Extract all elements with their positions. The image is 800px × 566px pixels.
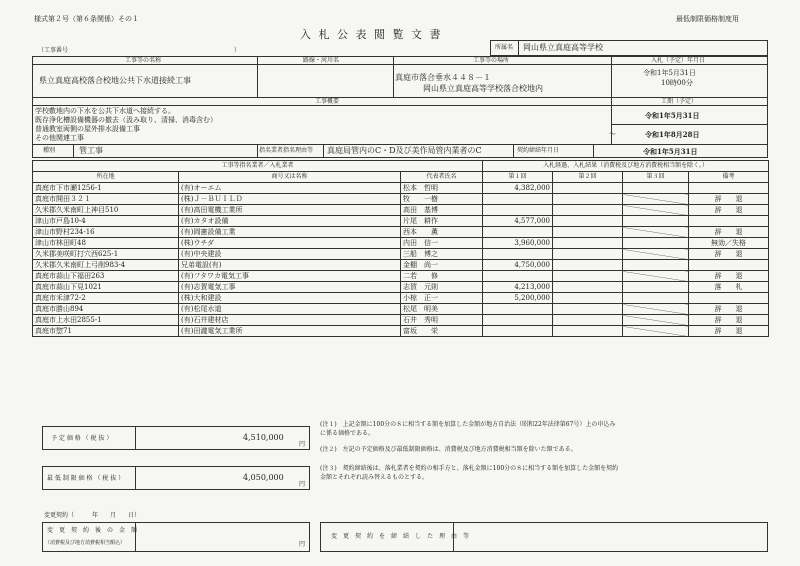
table-row <box>33 304 769 315</box>
cell-note <box>689 293 769 304</box>
overview-label: 工事概要 <box>315 98 340 105</box>
cell-round3 <box>623 326 689 337</box>
cell-address: 久米郡美咲町打穴西625-1 <box>33 249 179 260</box>
cell-round3 <box>623 249 689 260</box>
cell-note: 辞 退 <box>689 227 769 238</box>
cell-company: (有)田瀧電気工業所 <box>179 326 401 337</box>
cell-round1: 4,382,000 <box>483 183 553 194</box>
cell-address: 真庭市上水田2855-1 <box>33 315 179 326</box>
cell-round1 <box>483 271 553 282</box>
cell-round3 <box>623 304 689 315</box>
form-number: 様式第２号（第６条関係）その１ <box>34 15 139 23</box>
cell-rep: 二若 修 <box>401 271 483 282</box>
cell-address: 津山市戸島10-4 <box>33 216 179 227</box>
planned-price-label: 予 定 価 格 （ 税 抜 ） <box>51 435 113 442</box>
period-to: 令和1年8月28日 <box>645 130 700 139</box>
cell-company: (有)岡憲設備工業 <box>179 227 401 238</box>
cell-note <box>689 260 769 271</box>
cell-round1: 4,750,000 <box>483 260 553 271</box>
cell-rep: 志賀 元則 <box>401 282 483 293</box>
period-tilde: ～ <box>609 130 616 138</box>
cell-round3 <box>623 293 689 304</box>
cell-round2 <box>553 260 623 271</box>
contract-date-label: 契約締結年月日 <box>517 147 560 154</box>
period-label: 工期（予定） <box>661 98 698 105</box>
cell-round1: 4,213,000 <box>483 282 553 293</box>
cell-round1 <box>483 315 553 326</box>
bid-date: 令和1年5月31日 <box>643 69 696 77</box>
bid-time: 10時00分 <box>661 79 693 87</box>
min-price-box <box>42 466 310 490</box>
cell-round2 <box>553 271 623 282</box>
overview-line-3: 普通教室両側の屋外排水設備工事 <box>35 125 140 133</box>
min-price-label: 最 低 制 限 価 格 （ 税 抜 ） <box>47 475 125 482</box>
col-note: 備考 <box>689 172 769 183</box>
cell-round1: 3,960,000 <box>483 238 553 249</box>
overview-block <box>32 97 768 145</box>
cell-company: (有)高田電機工業所 <box>179 205 401 216</box>
cell-note: 無効／失格 <box>689 238 769 249</box>
bidders-group-header: 工事等指名業者／入札業者 <box>33 161 483 172</box>
cell-company: (有)フタワカ電気工事 <box>179 271 401 282</box>
cell-address: 津山市野村234-16 <box>33 227 179 238</box>
cell-round1 <box>483 227 553 238</box>
change-amount-yen: 円 <box>299 541 306 548</box>
cell-company: (有)オーエム <box>179 183 401 194</box>
planned-price-yen: 円 <box>299 441 306 448</box>
cell-rep: 片尾 耕作 <box>401 216 483 227</box>
cell-round2 <box>553 304 623 315</box>
document-title: 入 札 公 表 閲 覧 文 書 <box>300 28 443 41</box>
cell-company: (有)松尾水道 <box>179 304 401 315</box>
cell-note: 辞 退 <box>689 315 769 326</box>
col-round2: 第２回 <box>553 172 623 183</box>
change-reason-box <box>320 522 768 552</box>
bidders-table-wrap <box>32 160 769 337</box>
kind-value: 管工事 <box>79 146 103 155</box>
cell-note: 落 札 <box>689 282 769 293</box>
cell-round2 <box>553 282 623 293</box>
cell-round2 <box>553 315 623 326</box>
cell-round2 <box>553 249 623 260</box>
construction-no-label: （工事番号 <box>38 47 69 54</box>
cell-company: (有)志賀電気工事 <box>179 282 401 293</box>
cell-company: (株)Ｊ－ＢＵＩＬＤ <box>179 194 401 205</box>
cell-note <box>689 183 769 194</box>
col-rep: 代表者氏名 <box>401 172 483 183</box>
cell-round3 <box>623 238 689 249</box>
change-contract-label: 変更契約（ 年 月 日） <box>44 512 141 519</box>
table-row <box>33 216 769 227</box>
cell-rep: 三船 博之 <box>401 249 483 260</box>
cell-round3 <box>623 260 689 271</box>
cell-rep: 牧 一樹 <box>401 194 483 205</box>
cell-note: 辞 退 <box>689 326 769 337</box>
change-amount-box <box>42 522 310 552</box>
col-round1: 第１回 <box>483 172 553 183</box>
cell-round1 <box>483 326 553 337</box>
office-box <box>490 40 768 56</box>
name-block <box>32 56 768 98</box>
cell-note: 辞 退 <box>689 205 769 216</box>
cell-rep: 松尾 明美 <box>401 304 483 315</box>
cell-round2 <box>553 183 623 194</box>
cell-round2 <box>553 205 623 216</box>
change-reason-label: 変 更 契 約 を 締 結 し た 理 由 等 <box>331 533 470 540</box>
overview-line-4: その他関連工事 <box>35 134 84 142</box>
cell-address: 津山市林田町48 <box>33 238 179 249</box>
cell-round3 <box>623 183 689 194</box>
col-company: 商号又は名称 <box>179 172 401 183</box>
col-round3: 第３回 <box>623 172 689 183</box>
cell-company: (有)中央建設 <box>179 249 401 260</box>
place-line-2: 岡山県立真庭高等学校落合校地内 <box>423 84 543 93</box>
table-row <box>33 282 769 293</box>
bid-date-label: 入札（予定）年月日 <box>651 57 706 64</box>
cell-rep: 松本 哲明 <box>401 183 483 194</box>
overview-line-2: 既存浄化槽設備機器の撤去（汲み取り、清掃、消毒含む） <box>35 116 217 124</box>
table-row <box>33 326 769 337</box>
table-row <box>33 183 769 194</box>
contract-date: 令和1年5月31日 <box>643 147 698 156</box>
table-row <box>33 315 769 326</box>
table-row <box>33 227 769 238</box>
cell-round1 <box>483 304 553 315</box>
note-3: (注３) 契約締結後は、落札業者を契約の相手方と、落札金額に100分の８に相当する額を加算した金額を契約金額とそれぞれ読み替えるものとする。 <box>320 465 619 481</box>
cell-round1: 4,577,000 <box>483 216 553 227</box>
col-address: 所在地 <box>33 172 179 183</box>
cell-rep: 小椋 正一 <box>401 293 483 304</box>
cell-round2 <box>553 194 623 205</box>
office-label: 所属名 <box>495 44 514 51</box>
note-1: (注１) 上記金額に100分の８に相当する額を加算した金額が地方自治法（昭和22年法律第67号）上の申込みに係る価格である。 <box>320 421 616 437</box>
cell-round3 <box>623 216 689 227</box>
cell-address: 久米郡久米南町上弓削983-4 <box>33 260 179 271</box>
cell-company: (株)ウチダ <box>179 238 401 249</box>
change-amount-label: 変 更 契 約 後 の 金 額 <box>47 527 138 534</box>
cell-rep: 金棚 尚一 <box>401 260 483 271</box>
overview-line-1: 学校敷地内の下水を公共下水道へ接続する。 <box>35 107 175 115</box>
table-row <box>33 260 769 271</box>
cell-round2 <box>553 293 623 304</box>
cell-round3 <box>623 271 689 282</box>
cell-note <box>689 216 769 227</box>
table-row <box>33 238 769 249</box>
planned-price-value: 4,510,000 <box>243 433 284 442</box>
change-amount-sub: （消費税及び地方消費税相当額込） <box>45 540 126 546</box>
cell-round1 <box>483 205 553 216</box>
cell-round1 <box>483 194 553 205</box>
cell-address: 真庭市下市瀬1256-1 <box>33 183 179 194</box>
cell-address: 真庭市蒜山下見1021 <box>33 282 179 293</box>
cell-rep: 内田 信一 <box>401 238 483 249</box>
cell-address: 真庭市開田３２１ <box>33 194 179 205</box>
cell-round2 <box>553 238 623 249</box>
cell-note: 辞 退 <box>689 194 769 205</box>
system-note: 最低制限価格制度用 <box>676 15 739 23</box>
planned-price-box <box>42 426 310 450</box>
construction-name: 県立真庭高校落合校地公共下水道接続工事 <box>39 76 191 85</box>
kind-label: 種別 <box>43 147 56 154</box>
cell-round1 <box>483 249 553 260</box>
place-label: 工事等の場所 <box>473 57 510 64</box>
min-price-value: 4,050,000 <box>243 473 284 482</box>
note-2: (注２) 左記の予定価格及び最低制限価格は、消費税及び地方消費税相当額を除いた額である。 <box>320 446 577 453</box>
cell-round2 <box>553 227 623 238</box>
bidders-table <box>32 160 769 337</box>
cell-company: (有)石井建材店 <box>179 315 401 326</box>
result-group-header: 入札経過、入札結果（消費税及び地方消費税相当額を除く。） <box>483 161 769 172</box>
table-row <box>33 249 769 260</box>
name-label: 工事等の名称 <box>125 57 162 64</box>
table-row <box>33 271 769 282</box>
cell-round3 <box>623 282 689 293</box>
table-row <box>33 194 769 205</box>
cell-company: (有)カタオ設備 <box>179 216 401 227</box>
period-from: 令和1年5月31日 <box>645 111 700 120</box>
cell-address: 真庭市惣71 <box>33 326 179 337</box>
place-line-1: 真庭市落合垂水４４８－１ <box>395 73 491 82</box>
cell-round2 <box>553 326 623 337</box>
cell-address: 真庭市蒜山下福田263 <box>33 271 179 282</box>
cell-note: 辞 退 <box>689 304 769 315</box>
office-value: 岡山県立真庭高等学校 <box>523 43 603 52</box>
cell-address: 久米郡久米南町上神目510 <box>33 205 179 216</box>
cell-round3 <box>623 315 689 326</box>
cell-company: 兄弟電設(有) <box>179 260 401 271</box>
cell-round2 <box>553 216 623 227</box>
table-row <box>33 205 769 216</box>
cell-address: 真庭市勝山894 <box>33 304 179 315</box>
cell-rep: 富坂 栄 <box>401 326 483 337</box>
cell-rep: 石井 秀明 <box>401 315 483 326</box>
cell-round3 <box>623 227 689 238</box>
cell-company: (株)大和建設 <box>179 293 401 304</box>
cell-note: 辞 退 <box>689 249 769 260</box>
route-label: 路線・河川名 <box>303 57 340 64</box>
min-price-yen: 円 <box>299 481 306 488</box>
cell-round3 <box>623 194 689 205</box>
table-row <box>33 293 769 304</box>
cell-round3 <box>623 205 689 216</box>
cell-note: 辞 退 <box>689 271 769 282</box>
cell-rep: 西本 薫 <box>401 227 483 238</box>
cell-round1: 5,200,000 <box>483 293 553 304</box>
cell-rep: 高田 基博 <box>401 205 483 216</box>
cell-address: 真庭市禾津72-2 <box>33 293 179 304</box>
reason-label: 指名業者指名理由等 <box>259 147 314 154</box>
category-row <box>32 144 768 158</box>
reason-value: 真庭局管内のC・D及び美作局管内業者のC <box>327 146 482 155</box>
construction-no-close: ） <box>234 47 241 54</box>
